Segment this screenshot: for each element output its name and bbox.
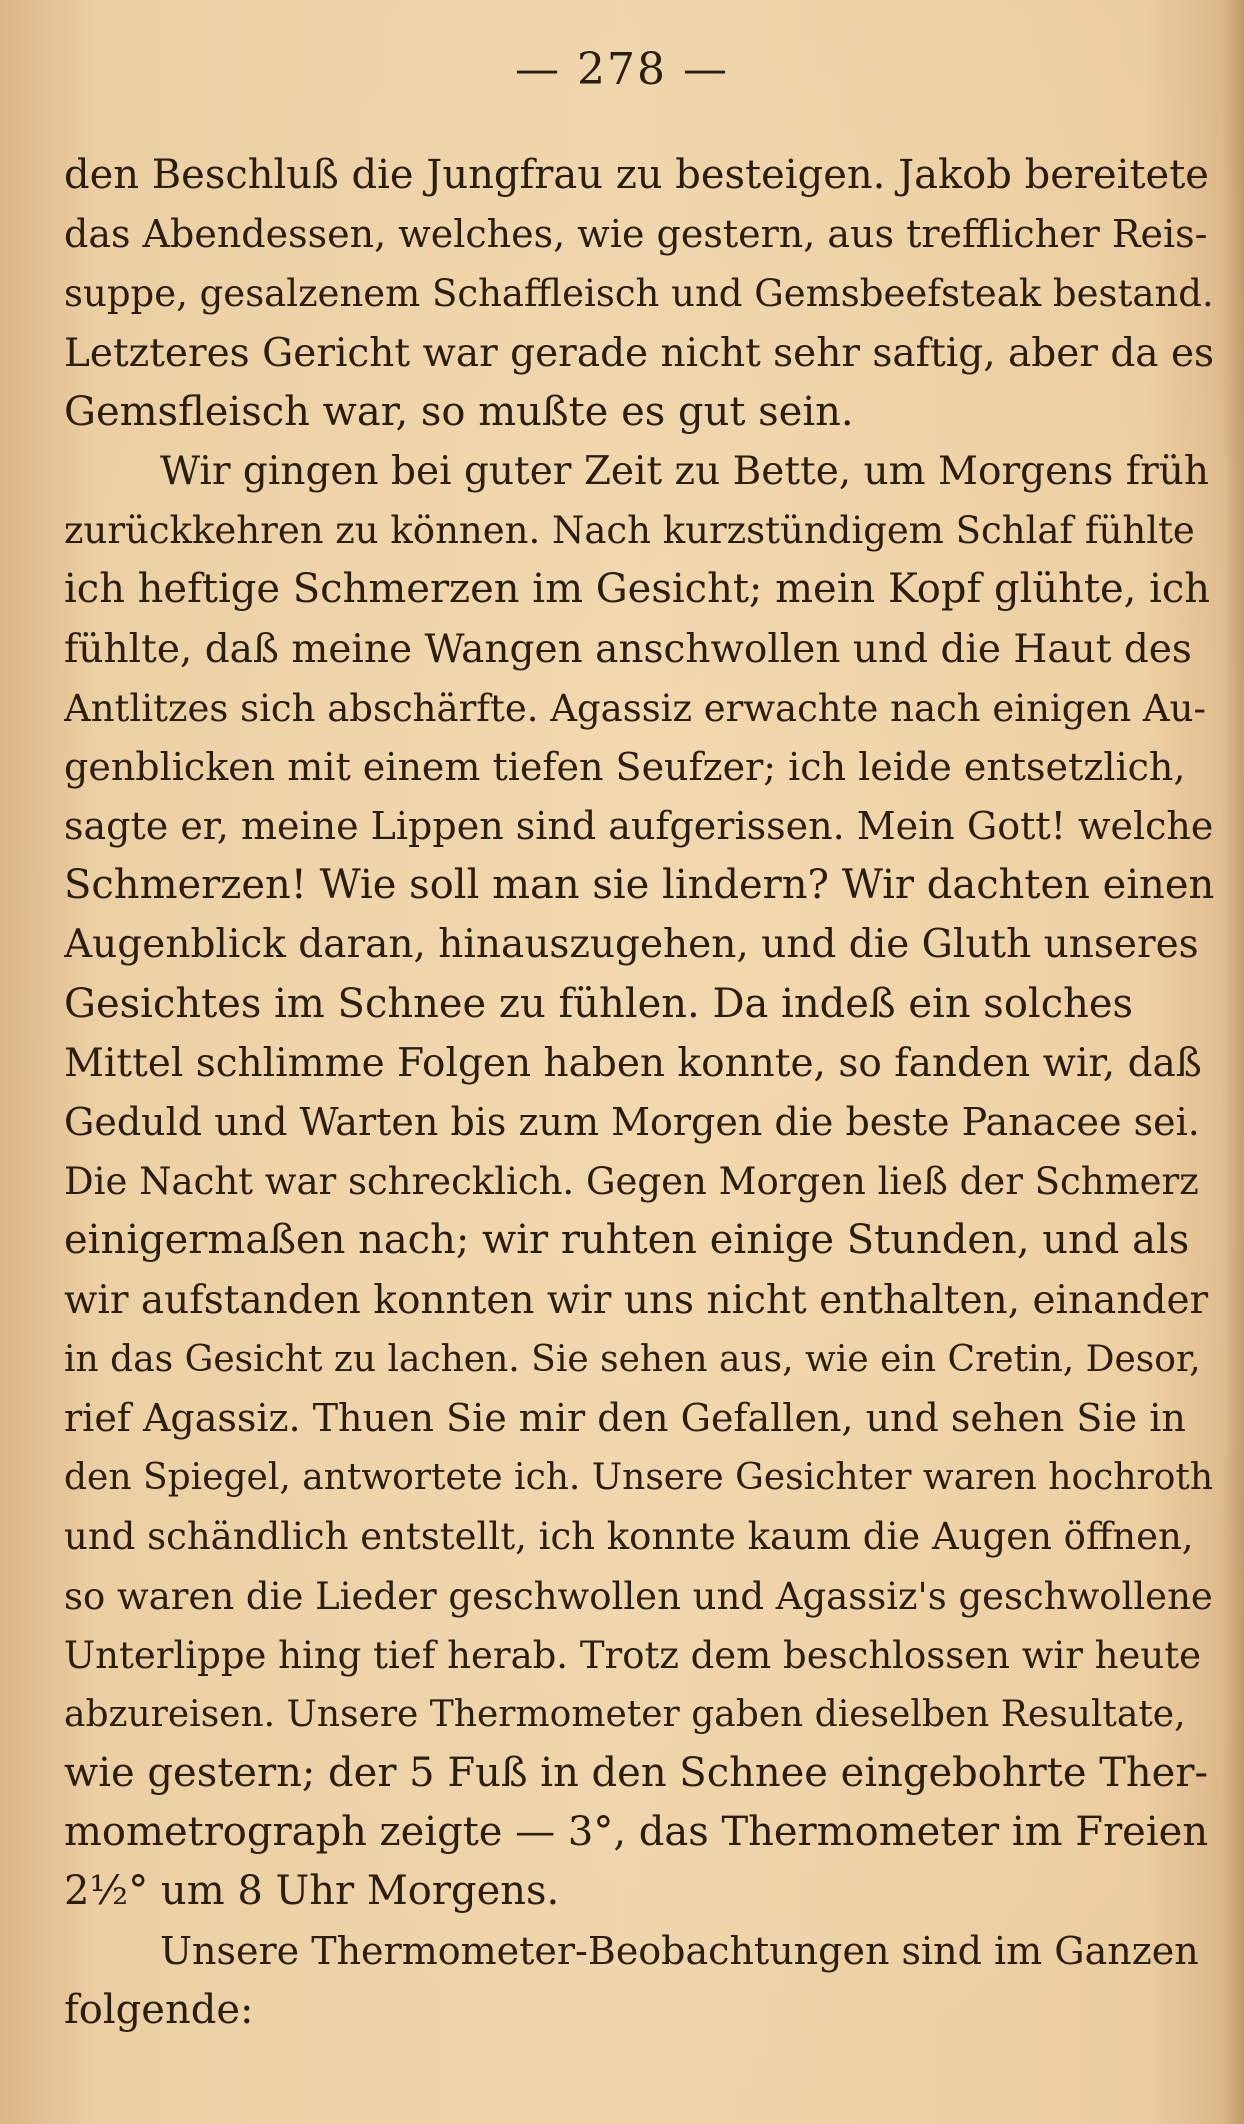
text-line: 2½° um 8 Uhr Morgens. — [64, 1868, 560, 1915]
text-line: Gesichtes im Schnee zu fühlen. Da indeß ein solches — [64, 980, 1134, 1027]
text-line: und schändlich entstellt, ich konnte kaum die Augen öffnen, — [64, 1515, 1194, 1559]
page-edge-shadow — [1222, 0, 1244, 2124]
text-line: folgende: — [64, 1986, 254, 2033]
text-line: in das Gesicht zu lachen. Sie sehen aus, wie ein Cretin, Desor, — [64, 1338, 1201, 1380]
text-line: Unterlippe hing tief herab. Trotz dem beschlossen wir heute — [64, 1633, 1201, 1677]
text-line: Augenblick daran, hinauszugehen, und die Gluth unseres — [64, 922, 1199, 968]
text-line: Antlitzes sich abschärfte. Agassiz erwachte nach einigen Au- — [64, 686, 1206, 730]
text-line: den Spiegel, antwortete ich. Unsere Gesichter waren hochroth — [64, 1457, 1214, 1499]
text-line: abzureisen. Unsere Thermometer gaben dieselben Resultate, — [64, 1693, 1186, 1735]
text-line: Letzteres Gericht war gerade nicht sehr saftig, aber da es — [64, 330, 1214, 376]
text-line: Unsere Thermometer-Beobachtungen sind im Ganzen — [160, 1928, 1199, 1973]
text-line: wie gestern; der 5 Fuß in den Schnee eingebohrte Ther- — [64, 1750, 1208, 1797]
text-line: Wir gingen bei guter Zeit zu Bette, um Morgens früh — [160, 448, 1210, 494]
text-line: Geduld und Warten bis zum Morgen die beste Panacee sei. — [64, 1100, 1200, 1144]
text-line: einigermaßen nach; wir ruhten einige Stunden, und als — [64, 1217, 1190, 1264]
text-line: rief Agassiz. Thuen Sie mir den Gefallen, und sehen Sie in — [64, 1395, 1186, 1440]
text-line: wir aufstanden konnten wir uns nicht enthalten, einander — [64, 1277, 1209, 1323]
text-line: Die Nacht war schrecklich. Gegen Morgen ließ der Schmerz — [64, 1160, 1199, 1204]
body-text — [64, 146, 1214, 2040]
text-line: so waren die Lieder geschwollen und Agassiz's geschwollene — [64, 1574, 1213, 1618]
text-line: den Beschluß die Jungfrau zu besteigen. Jakob bereitete — [64, 152, 1209, 198]
text-line: genblicken mit einem tiefen Seufzer; ich leide entsetzlich, — [64, 744, 1186, 789]
text-line: das Abendessen, welches, wie gestern, aus trefflicher Reis- — [64, 212, 1208, 257]
page-number: — 278 — — [515, 44, 729, 95]
text-line: Schmerzen! Wie soll man sie lindern? Wir dachten einen — [64, 862, 1214, 909]
text-line: Gemsfleisch war, so mußte es gut sein. — [64, 388, 854, 435]
text-line: mometrograph zeigte — 3°, das Thermometer im Freien — [64, 1809, 1209, 1856]
text-line: fühlte, daß meine Wangen anschwollen und die Haut des — [64, 626, 1192, 672]
text-line: zurückkehren zu können. Nach kurzstündigem Schlaf fühlte — [64, 509, 1195, 553]
text-line: sagte er, meine Lippen sind aufgerissen. Mein Gott! welche — [64, 804, 1214, 849]
text-line: suppe, gesalzenem Schaffleisch und Gemsbeefsteak bestand. — [64, 272, 1214, 316]
text-line: ich heftige Schmerzen im Gesicht; mein Kopf glühte, ich — [64, 566, 1211, 613]
text-line: Mittel schlimme Folgen haben konnte, so fanden wir, daß — [64, 1040, 1202, 1086]
